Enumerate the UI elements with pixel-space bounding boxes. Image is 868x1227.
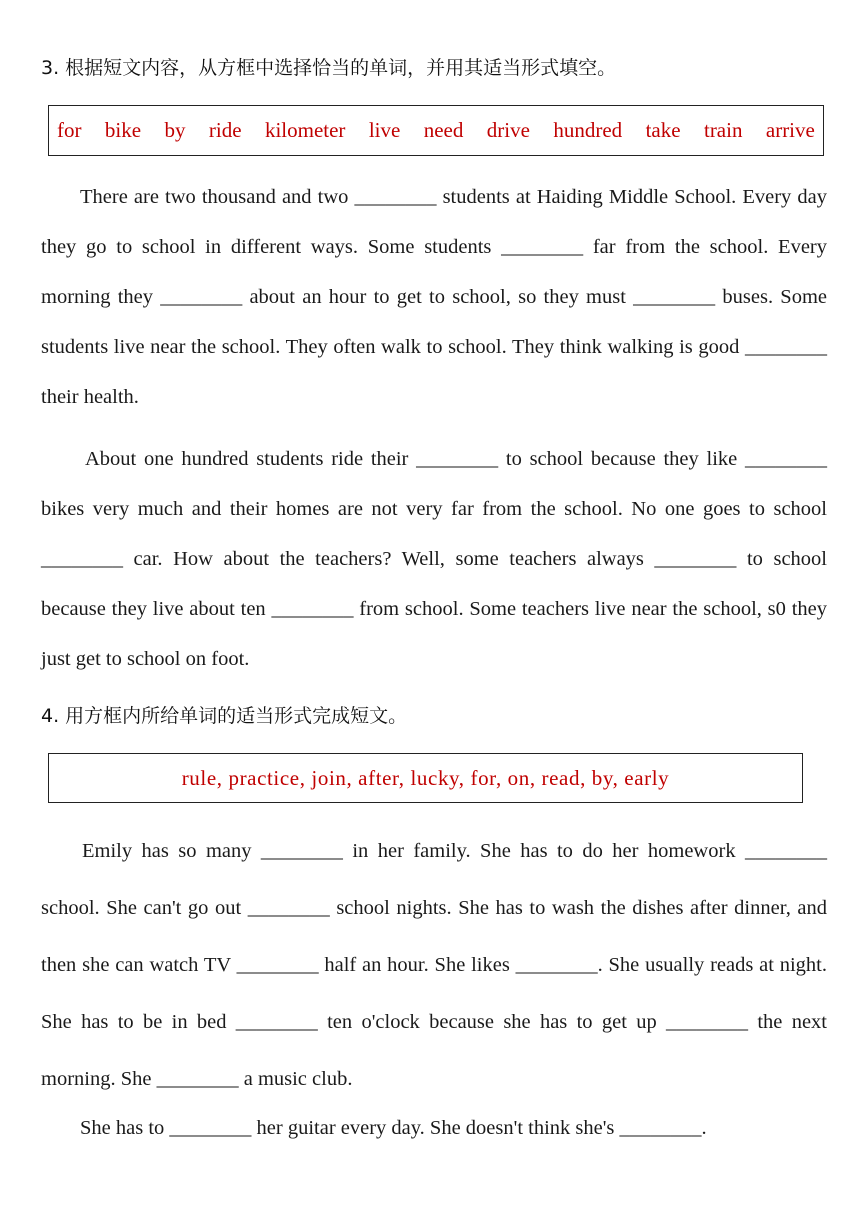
section-3-paragraph-2: About one hundred students ride their ________ to school because they like ________ bikes very much and their homes are not very far from the school. No one goes to school ________ car. How about the teachers? Well, some teachers always ________ to school because they live about ten ________ from school. Some teachers live near the school, s0 they just get to school on foot.: [41, 448, 827, 670]
word-box-item: ride: [208, 118, 242, 142]
word-box-item: hundred: [553, 118, 623, 142]
word-box-item: need: [423, 118, 464, 142]
word-box-item: take: [645, 118, 681, 142]
word-box-item: bike: [104, 118, 142, 142]
word-box-item: for: [57, 118, 82, 142]
word-box-item: live: [368, 118, 401, 142]
section-4-word-box: [48, 753, 803, 803]
section-4-paragraph-2: She has to ________ her guitar every day. She doesn't think she's ________.: [80, 1117, 707, 1139]
section-4-heading: 4. 用方框内所给单词的适当形式完成短文。: [41, 705, 408, 727]
word-box-item: train: [703, 118, 743, 142]
word-box-item: kilometer: [264, 118, 346, 142]
section-4-paragraph-1: Emily has so many ________ in her family. She has to do her homework ________ school. She can't go out ________ school nights. She has to wash the dishes after dinner, and then she can watch TV ________ half an hour. She likes ________. She usually reads at night. She has to be in bed ________ ten o'clock because she has to get up ________ the next morning. She ________ a music club.: [41, 840, 827, 1090]
word-box-item: drive: [486, 118, 530, 142]
word-box-item: arrive: [765, 118, 815, 142]
section-3-word-box: [48, 105, 824, 156]
word-box-item: by: [164, 118, 186, 142]
section-3-heading: 3. 根据短文内容，从方框中选择恰当的单词，并用其适当形式填空。: [41, 57, 617, 79]
section-3-paragraph-1: There are two thousand and two ________ students at Haiding Middle School. Every day they go to school in different ways. Some students ________ far from the school. Every morning they ________ about an hour to get to school, so they must ________ buses. Some students live near the school. They often walk to school. They think walking is good ________ their health.: [41, 186, 827, 408]
word-box-list: rule, practice, join, after, lucky, for, on, read, by, early: [181, 765, 670, 790]
